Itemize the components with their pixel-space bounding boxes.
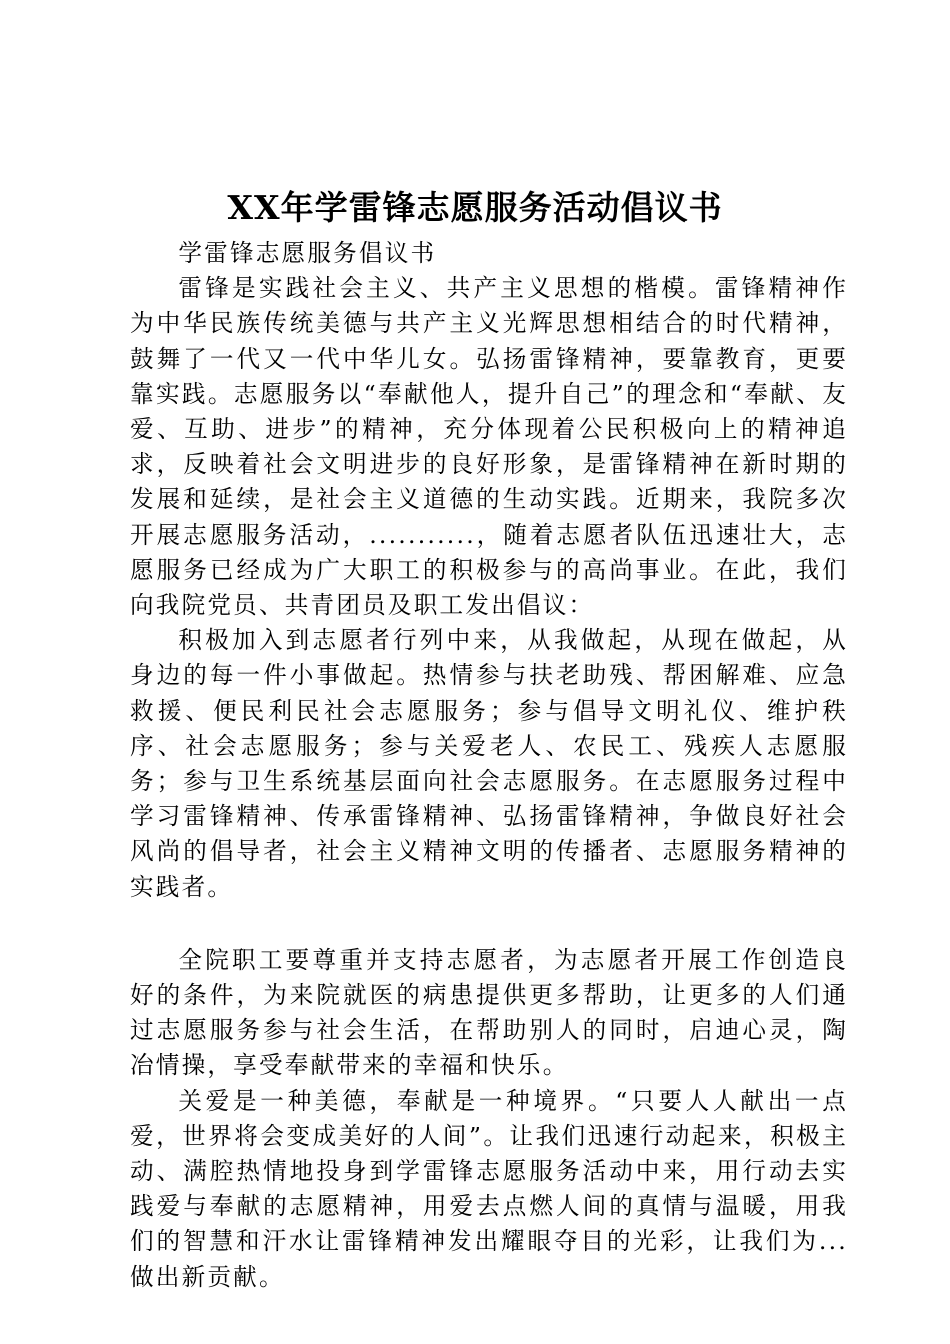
document-subtitle: 学雷锋志愿服务倡议书 [178, 239, 437, 267]
paragraph-intro: 雷锋是实践社会主义、共产主义思想的楷模。雷锋精神作为中华民族传统美德与共产主义光辉思想相结合的时代精神，鼓舞了一代又一代中华儿女。弘扬雷锋精神，要靠教育，更要靠实践。志愿服务以“奉献他人，提升自己”的理念和“奉献、友爱、互助、进步”的精神，充分体现着公民积极向上的精神追求，反映着社会文明进步的良好形象，是雷锋精神在新时期的发展和延续，是社会主义道德的生动实践。近期来，我院多次开展志愿服务活动，...........，随着志愿者队伍迅速壮大，志愿服务已经成为广大职工的积极参与的高尚事业。在此，我们向我院党员、共青团员及职工发出倡议： [130, 274, 848, 620]
document-title: XX年学雷锋志愿服务活动倡议书 [227, 188, 723, 227]
paragraph-initiative: 积极加入到志愿者行列中来，从我做起，从现在做起，从身边的每一件小事做起。热情参与扶老助残、帮困解难、应急救援、便民利民社会志愿服务；参与倡导文明礼仪、维护秩序、社会志愿服务；参与关爱老人、农民工、残疾人志愿服务；参与卫生系统基层面向社会志愿服务。在志愿服务过程中学习雷锋精神、传承雷锋精神、弘扬雷锋精神，争做良好社会风尚的倡导者，社会主义精神文明的传播者、志愿服务精神的实践者。 [130, 626, 848, 901]
paragraph-closing: 关爱是一种美德，奉献是一种境界。“只要人人献出一点爱，世界将会变成美好的人间”。让我们迅速行动起来，积极主动、满腔热情地投身到学雷锋志愿服务活动中来，用行动去实践爱与奉献的志愿精神，用爱去点燃人间的真情与温暖，用我们的智慧和汗水让雷锋精神发出耀眼夺目的光彩，让我们为...做出新贡献。 [130, 1086, 848, 1291]
document-body [130, 236, 848, 1295]
paragraph-support: 全院职工要尊重并支持志愿者，为志愿者开展工作创造良好的条件，为来院就医的病患提供更多帮助，让更多的人们通过志愿服务参与社会生活，在帮助别人的同时，启迪心灵，陶冶情操，享受奉献带来的幸福和快乐。 [130, 945, 848, 1080]
